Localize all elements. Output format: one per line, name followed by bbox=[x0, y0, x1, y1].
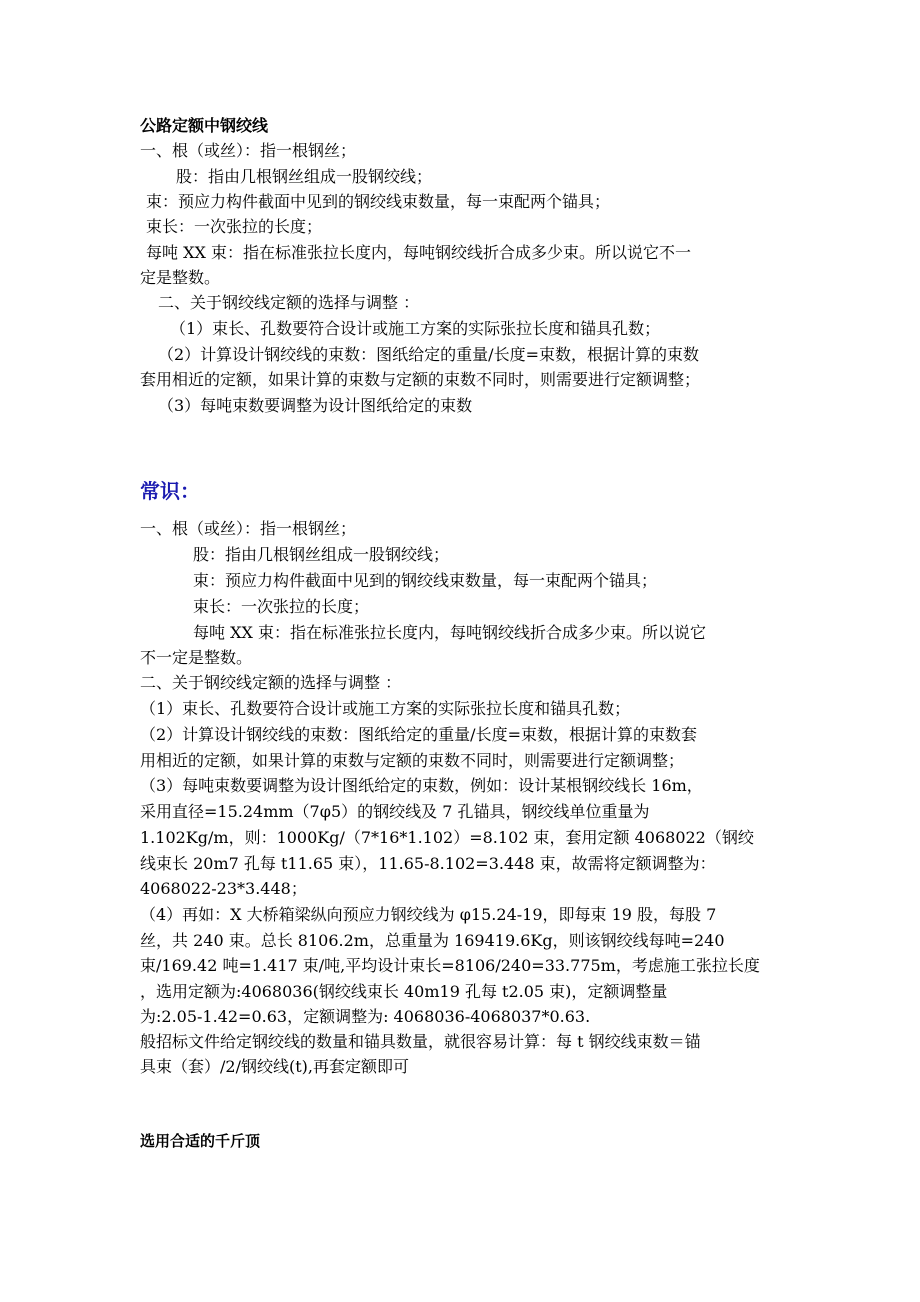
section2-line-2: 股：指由几根钢丝组成一股钢绞线； bbox=[193, 545, 450, 564]
section2-line-8: （1）束长、孔数要符合设计或施工方案的实际张拉长度和锚具孔数； bbox=[140, 699, 631, 718]
section2-line-20: 为:2.05-1.42=0.63，定额调整为: 4068036-4068037*0.63. bbox=[140, 1007, 591, 1026]
section1-line-1: 一、根（或丝）：指一根钢丝； bbox=[140, 141, 357, 160]
section2-line-12: 采用直径=15.24mm（7φ5）的钢绞线及 7 孔锚具，钢绞线单位重量为 bbox=[140, 802, 650, 821]
section1-line-4: 束长：一次张拉的长度； bbox=[146, 217, 323, 236]
section2-line-6: 不一定是整数。 bbox=[140, 648, 253, 667]
section2-line-15: 4068022-23*3.448； bbox=[140, 879, 307, 898]
section1-title: 公路定额中钢绞线 bbox=[140, 116, 269, 135]
section2-line-7: 二、关于钢绞线定额的选择与调整 ： bbox=[140, 673, 402, 692]
section2-line-1: 一、根（或丝）：指一根钢丝； bbox=[140, 519, 357, 538]
section2-line-13: 1.102Kg/m，则：1000Kg/（7*16*1.102）=8.102 束，套用定额 4068022（钢绞 bbox=[140, 828, 754, 847]
section2-line-14: 线束长 20m7 孔每 t11.65 束），11.65-8.102=3.448 束，故需将定额调整为： bbox=[140, 854, 716, 873]
section3-title: 选用合适的千斤顶 bbox=[140, 1132, 261, 1150]
section2-line-16: （4）再如：X 大桥箱梁纵向预应力钢绞线为 φ15.24-19，即每束 19 股，每股 7 bbox=[140, 905, 717, 924]
section2-line-5: 每吨 XX 束：指在标准张拉长度内，每吨钢绞线折合成多少束。所以说它 bbox=[193, 623, 706, 642]
section2-line-21: 般招标文件给定钢绞线的数量和锚具数量，就很容易计算：每 t 钢绞线束数＝锚 bbox=[140, 1032, 701, 1051]
section1-line-3: 束：预应力构件截面中见到的钢绞线束数量，每一束配两个锚具； bbox=[146, 192, 611, 211]
section2-line-19: ，选用定额为:4068036(钢绞线束长 40m19 孔每 t2.05 束)，定额调整量 bbox=[140, 982, 668, 1001]
section2-line-4: 束长：一次张拉的长度； bbox=[193, 597, 370, 616]
section2-line-22: 具束（套）/2/钢绞线(t),再套定额即可 bbox=[140, 1057, 409, 1076]
section2-line-11: （3）每吨束数要调整为设计图纸给定的束数，例如：设计某根钢绞线长 16m， bbox=[140, 776, 703, 795]
section1-line-2: 股：指由几根钢丝组成一股钢绞线； bbox=[176, 167, 433, 186]
section1-line-10: 套用相近的定额，如果计算的束数与定额的束数不同时，则需要进行定额调整； bbox=[140, 370, 701, 389]
section1-line-5: 每吨 XX 束：指在标准张拉长度内，每吨钢绞线折合成多少束。所以说它不一 bbox=[146, 243, 691, 262]
section1-line-11: （3）每吨束数要调整为设计图纸给定的束数 bbox=[158, 396, 473, 415]
section1-line-9: （2）计算设计钢绞线的束数：图纸给定的重量/长度=束数，根据计算的束数 bbox=[158, 345, 699, 364]
section2-line-10: 用相近的定额，如果计算的束数与定额的束数不同时，则需要进行定额调整； bbox=[140, 751, 685, 770]
section1-line-6: 定是整数。 bbox=[140, 268, 221, 287]
section2-title: 常识： bbox=[140, 479, 200, 503]
section2-line-17: 丝，共 240 束。总长 8106.2m，总重量为 169419.6Kg，则该钢绞线每吨=240 bbox=[140, 931, 725, 950]
section2-line-9: （2）计算设计钢绞线的束数：图纸给定的重量/长度=束数，根据计算的束数套 bbox=[140, 725, 697, 744]
section2-line-18: 束/169.42 吨=1.417 束/吨,平均设计束长=8106/240=33.775m，考虑施工张拉长度 bbox=[140, 956, 760, 975]
section1-line-8: （1）束长、孔数要符合设计或施工方案的实际张拉长度和锚具孔数； bbox=[170, 319, 661, 338]
section1-line-7: 二、关于钢绞线定额的选择与调整 ： bbox=[158, 293, 420, 312]
section2-line-3: 束：预应力构件截面中见到的钢绞线束数量，每一束配两个锚具； bbox=[193, 571, 658, 590]
